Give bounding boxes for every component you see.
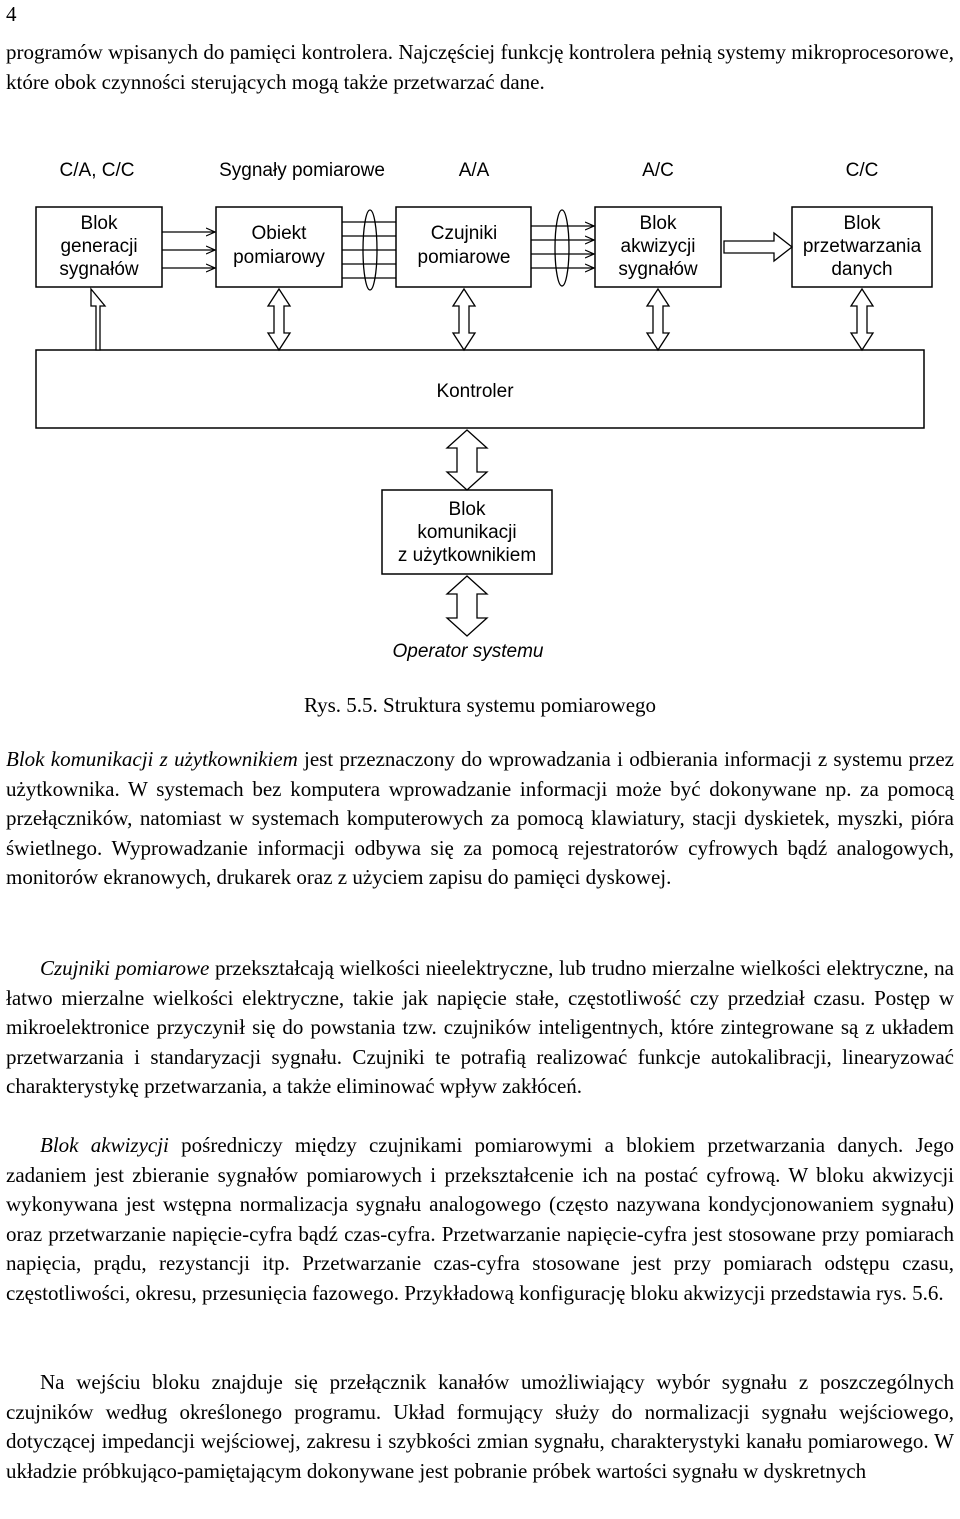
block-user-comm-line1: Blok	[448, 499, 486, 520]
block-user-comm-line2: komunikacji	[417, 522, 517, 543]
page-number: 4	[6, 2, 17, 26]
bus-arrow-acquisition-to-processing	[724, 233, 792, 261]
operator-label: Operator systemu	[392, 641, 544, 662]
measurement-system-diagram	[0, 140, 960, 670]
paragraph-channel-switch: Na wejściu bloku znajduje się przełącznik kanałów umożliwiający wybór sygnału z poszczególnych czujników według określonego programu. Układ formujący służy do normalizacji sygnału wejściowego, dotyczącej impedancji wejściowej, zakresu i szybkości zmian sygnału, charakterystyki kanału pomiarowego. W układzie próbkująco-pamiętającym dokonywane jest pobranie próbek wartości sygnału w dyskretnych	[6, 1370, 954, 1483]
block-controller	[36, 350, 924, 428]
term-acquisition: Blok akwizycji	[40, 1133, 169, 1157]
block-generation-line2: generacji	[60, 236, 138, 257]
figure-caption: Rys. 5.5. Struktura systemu pomiarowego	[303, 693, 657, 717]
bus-arrow-controller-to-user-comm	[447, 430, 487, 490]
signal-lines-object-to-sensors	[342, 210, 396, 290]
block-processing-line2: przetwarzania	[802, 236, 922, 257]
bus-arrow-user-comm-to-operator	[447, 576, 487, 636]
block-user-comm-line3: z użytkownikiem	[397, 545, 537, 566]
block-measured-object	[216, 207, 342, 287]
block-object-line1: Obiekt	[251, 223, 307, 244]
paragraph-user-communication-text: jest przeznaczony do wprowadzania i odbierania informacji z systemu przez użytkownika. W systemach bez komputera wprowadzanie informacji może być dokonywane np. za pomocą przełączników, natomiast w systemach komputerowych za pomocą klawiatury, stacji dyskietek, myszki, pióra świetlnego. Wyprowadzanie informacji odbywa się za pomocą rejestratorów cyfrowych bądź analogowych, monitorów ekranowych, drukarek oraz z użyciem zapisu do pamięci dyskowej.	[6, 747, 954, 890]
signal-arrows-sensors-to-acquisition	[531, 210, 594, 286]
block-signal-generation	[36, 207, 162, 287]
intro-paragraph: programów wpisanych do pamięci kontrolera. Najczęściej funkcję kontrolera pełnią systemy mikroprocesorowe, które obok czynności sterujących mogą także przetwarzać dane.	[6, 40, 954, 94]
block-data-processing	[792, 207, 932, 287]
term-user-communication: Blok komunikacji z użytkownikiem	[6, 747, 298, 771]
control-bus-arrows	[91, 289, 873, 350]
block-user-communication	[382, 490, 552, 574]
block-processing-line3: danych	[831, 259, 893, 280]
signal-arrows-generation-to-object	[162, 232, 215, 268]
block-processing-line1: Blok	[843, 213, 881, 234]
block-sensors	[396, 207, 531, 287]
block-acquisition-line3: sygnałów	[618, 259, 698, 280]
paragraph-sensors	[6, 954, 954, 1102]
paragraph-user-communication	[6, 745, 954, 893]
label-ac: A/C	[642, 160, 674, 181]
paragraph-acquisition-text: pośredniczy między czujnikami pomiarowymi a blokiem przetwarzania danych. Jego zadaniem jest zbieranie sygnałów pomiarowych i przekształcenie ich na postać cyfrową. W bloku akwizycji wykonywana jest wstępna normalizacja sygnału analogowego (często nazywana kondycjonowaniem sygnału) oraz przetwarzanie napięcie-cyfra bądź czas-cyfra. Przetwarzanie napięcie-cyfra jest stosowane przy pomiarach napięcia, prądu, rezystancji itp. Przetwarzanie czas-cyfra stosowane jest przy pomiarach odstępu czasu, częstotliwości, okresu, przesunięcia fazowego. Przykładową konfigurację bloku akwizycji przedstawia rys. 5.6.	[6, 1133, 954, 1305]
block-acquisition-line2: akwizycji	[620, 236, 696, 257]
block-acquisition-line1: Blok	[639, 213, 677, 234]
block-generation-line3: sygnałów	[59, 259, 139, 280]
paragraph-acquisition	[6, 1131, 954, 1309]
paragraph-sensors-text: przekształcają wielkości nieelektryczne, lub trudno mierzalne wielkości elektryczne, na łatwo mierzalne wielkości elektryczne, takie jak napięcie stałe, częstotliwość czy przedział czasu. Postęp w mikroelektronice przyczynił się do powstania tzw. czujników inteligentnych, które zintegrowane są z układem przetwarzania i standaryzacji sygnału. Czujniki te potrafią realizować funkcje autokalibracji, linearyzować charakterystykę przetwarzania, a także eliminować wpływ zakłóceń.	[6, 956, 954, 1099]
term-sensors: Czujniki pomiarowe	[40, 956, 210, 980]
block-generation-line1: Blok	[80, 213, 118, 234]
block-sensors-line1: Czujniki	[430, 223, 498, 244]
label-cc: C/C	[845, 160, 879, 181]
label-measurement-signals: Sygnały pomiarowe	[219, 160, 385, 181]
label-aa: A/A	[458, 160, 490, 181]
label-ca-cc: C/A, C/C	[59, 160, 135, 181]
block-acquisition	[595, 207, 721, 287]
block-sensors-line2: pomiarowe	[417, 247, 511, 268]
block-object-line2: pomiarowy	[233, 247, 325, 268]
block-controller-label: Kontroler	[436, 381, 514, 402]
